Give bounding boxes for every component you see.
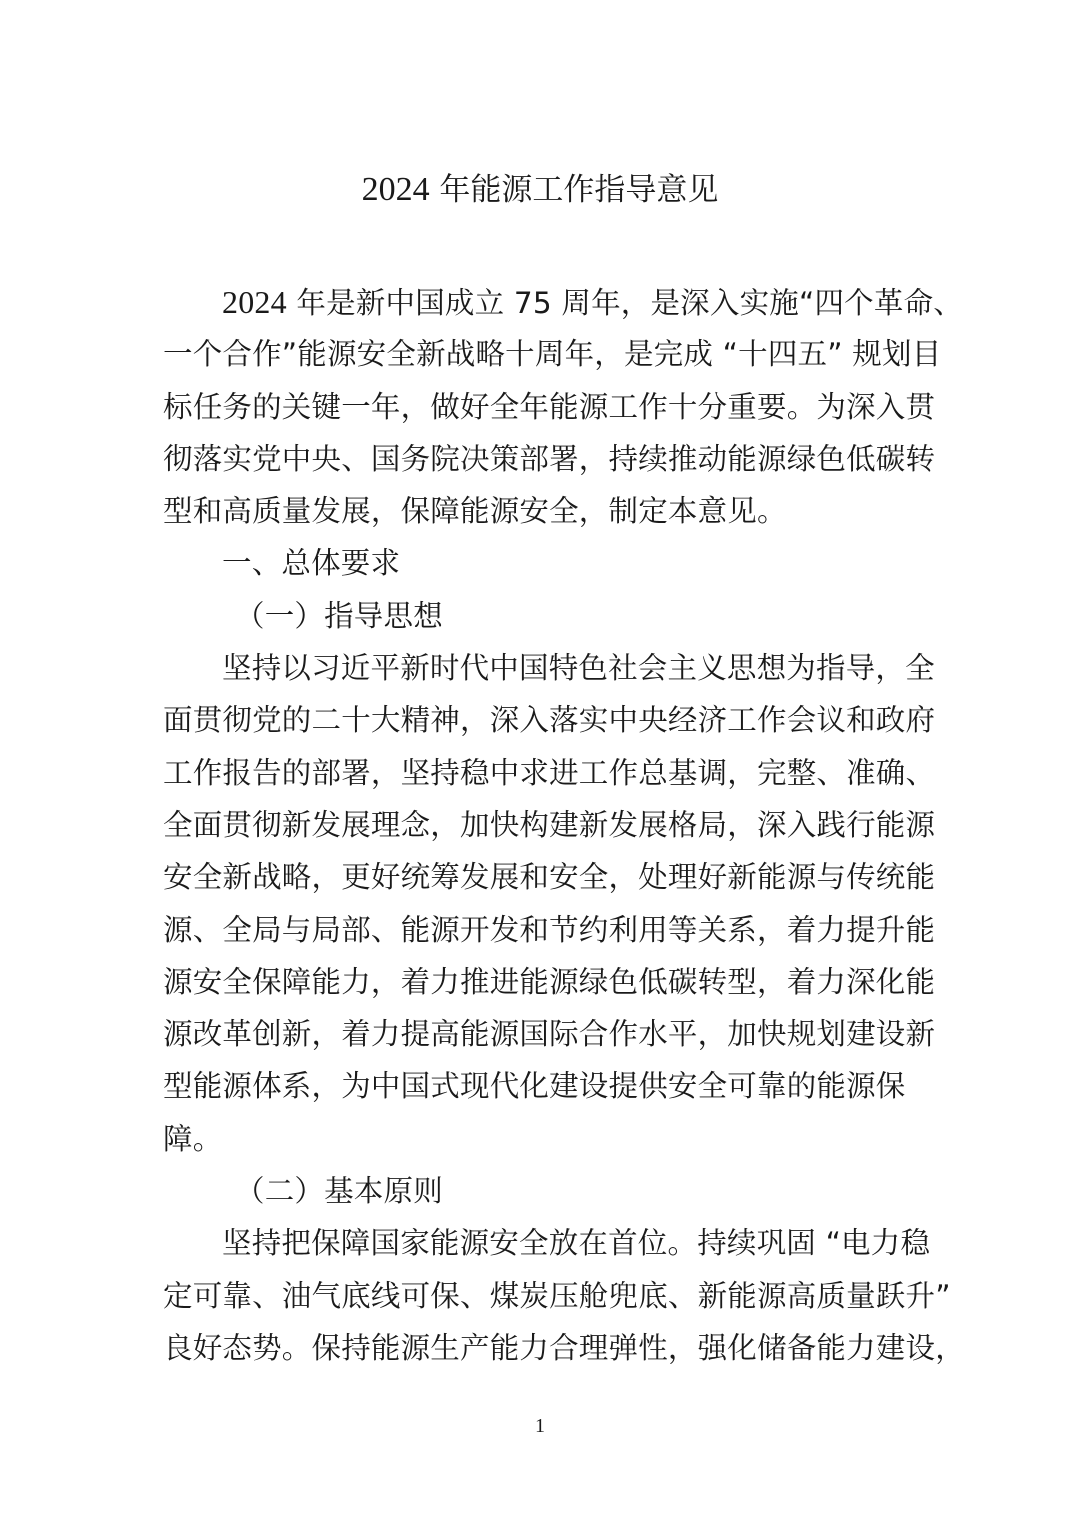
paragraph-guiding-line-6: 源、全局与局部、能源开发和节约利用等关系，着力提升能 <box>163 912 936 947</box>
document-body <box>163 276 965 1374</box>
paragraph-guiding-line-3: 工作报告的部署，坚持稳中求进工作总基调，完整、准确、 <box>163 755 936 790</box>
title-year: 2024 <box>361 171 430 208</box>
paragraph-principles-line-1: 坚持把保障国家能源安全放在首位。持续巩固 “电力稳 <box>222 1226 931 1261</box>
paragraph-guiding-line-1: 坚持以习近平新时代中国特色社会主义思想为指导，全 <box>222 651 935 686</box>
line-text: 年是新中国成立 75 周年，是深入实施“四个革命、 <box>286 286 963 320</box>
paragraph-intro-line-5: 型和高质量发展，保障能源安全，制定本意见。 <box>163 494 787 529</box>
paragraph-intro-line-4: 彻落实党中央、国务院决策部署，持续推动能源绿色低碳转 <box>163 441 936 476</box>
year-number: 2024 <box>222 284 287 320</box>
paragraph-guiding-line-10: 障。 <box>163 1121 223 1156</box>
paragraph-guiding-line-8: 源改革创新，着力提高能源国际合作水平，加快规划建设新 <box>163 1017 936 1052</box>
paragraph-intro-line-2: 一个合作”能源安全新战略十周年，是完成 “十四五” 规划目 <box>163 337 942 372</box>
paragraph-intro-line-1 <box>163 276 963 328</box>
section-heading-1: 一、总体要求 <box>222 546 401 581</box>
paragraph-guiding-line-4: 全面贯彻新发展理念，加快构建新发展格局，深入践行能源 <box>163 807 936 842</box>
subsection-heading-2: （二）基本原则 <box>235 1174 443 1209</box>
page-number: 1 <box>535 1415 545 1437</box>
document-title <box>0 166 1080 214</box>
subsection-heading-1: （一）指导思想 <box>235 598 443 633</box>
paragraph-principles-line-3: 良好态势。保持能源生产能力合理弹性，强化储备能力建设， <box>163 1330 965 1365</box>
paragraph-guiding-line-9: 型能源体系，为中国式现代化建设提供安全可靠的能源保 <box>163 1069 906 1104</box>
paragraph-guiding-line-5: 安全新战略，更好统筹发展和安全，处理好新能源与传统能 <box>163 860 936 895</box>
paragraph-principles-line-2: 定可靠、油气底线可保、煤炭压舱兜底、新能源高质量跃升” <box>163 1278 951 1313</box>
paragraph-guiding-line-7: 源安全保障能力，着力推进能源绿色低碳转型，着力深化能 <box>163 964 936 999</box>
paragraph-intro-line-3: 标任务的关键一年，做好全年能源工作十分重要。为深入贯 <box>163 389 936 424</box>
title-text: 年能源工作指导意见 <box>429 172 719 208</box>
paragraph-guiding-line-2: 面贯彻党的二十大精神，深入落实中央经济工作会议和政府 <box>163 703 936 738</box>
